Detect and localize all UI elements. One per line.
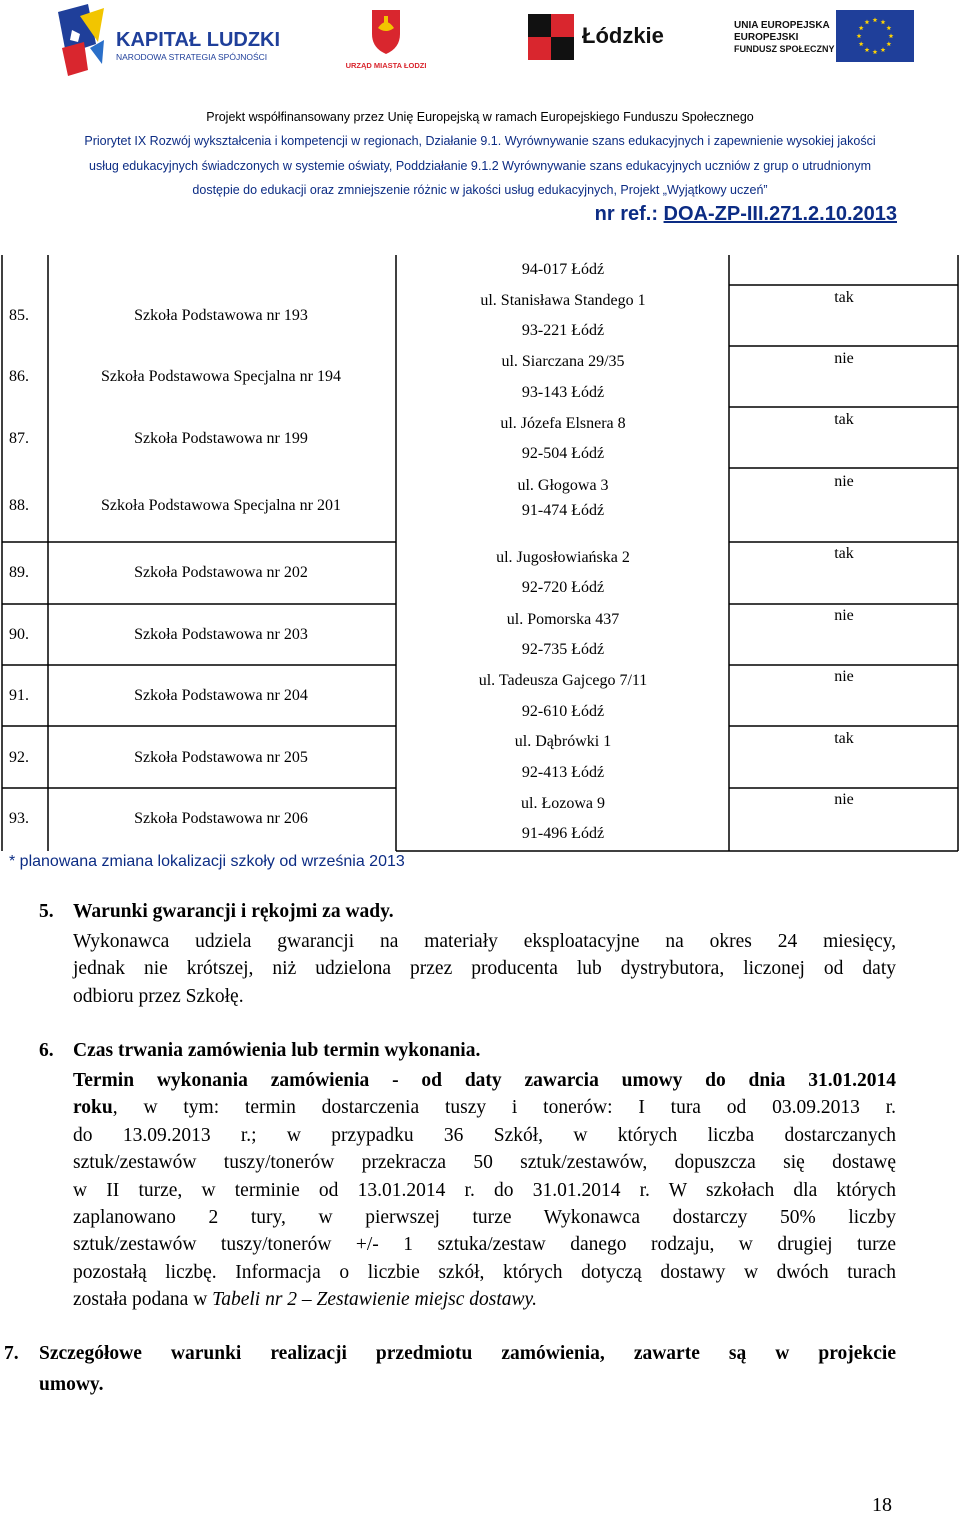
school-name: Szkoła Podstawowa nr 193: [134, 307, 308, 324]
school-name: Szkoła Podstawowa nr 203: [134, 626, 308, 643]
row-number: 85.: [9, 307, 29, 324]
section-5-text: [73, 928, 896, 1010]
section-6-line: zaplanowano 2 tury, w pierwszej turze Wykonawca dostarczy 50% liczby: [73, 1207, 896, 1229]
section-6-table-reference: Tabeli nr 2 – Zestawienie miejsc dostawy.: [212, 1289, 537, 1311]
section-6-bold-word: roku: [73, 1097, 113, 1119]
section-5-line: jednak nie krótszej, niż udzielona przez producenta lub dystrybutora, liczonej od daty: [73, 958, 896, 980]
status-value: nie: [834, 473, 854, 490]
row-number: 93.: [9, 810, 29, 827]
school-city: 92-413 Łódź: [521, 764, 605, 781]
section-6-number: 6.: [39, 1040, 54, 1061]
lodzkie-name: Łódzkie: [582, 23, 664, 48]
eu-line1: UNIA EUROPEJSKA: [734, 20, 830, 31]
school-name: Szkoła Podstawowa nr 204: [134, 687, 308, 704]
section-7-line: Szczegółowe warunki realizacji przedmiotu zamówienia, zawarte są w projekcie: [39, 1343, 896, 1364]
school-name: Szkoła Podstawowa nr 199: [134, 430, 308, 447]
school-street: ul. Siarczana 29/35: [501, 353, 625, 370]
section-6-line: pozostałą liczbę. Informacja o liczbie szkół, których dotyczą dostawy w dwóch turach: [73, 1261, 896, 1283]
row-number: 87.: [9, 430, 29, 447]
school-street: ul. Tadeusza Gajcego 7/11: [478, 672, 648, 689]
row-number: 89.: [9, 564, 29, 581]
school-name: Szkoła Podstawowa Specjalna nr 201: [101, 497, 341, 514]
school-street: ul. Józefa Elsnera 8: [500, 415, 626, 432]
school-street: ul. Stanisława Standego 1: [480, 292, 646, 309]
school-city: 93-221 Łódź: [521, 322, 605, 339]
kapital-ludzki-title: KAPITAŁ LUDZKI: [116, 29, 281, 51]
section-7-line: umowy.: [39, 1374, 104, 1395]
school-city: 93-143 Łódź: [521, 384, 605, 401]
school-name: Szkoła Podstawowa nr 206: [134, 810, 308, 827]
section-5-title: Warunki gwarancji i rękojmi za wady.: [73, 901, 394, 922]
school-name: Szkoła Podstawowa Specjalna nr 194: [101, 368, 341, 385]
school-name: Szkoła Podstawowa nr 205: [134, 749, 308, 766]
school-street: ul. Pomorska 437: [506, 611, 620, 628]
status-value: tak: [834, 730, 854, 747]
row-number: 92.: [9, 749, 29, 766]
top-city: 94-017 Łódź: [521, 261, 605, 278]
kapital-ludzki-subtitle: NARODOWA STRATEGIA SPÓJNOŚCI: [116, 52, 268, 62]
section-6-line: [73, 1094, 896, 1121]
school-city: 92-720 Łódź: [521, 579, 605, 596]
school-street: ul. Jugosłowiańska 2: [496, 549, 630, 566]
reference-code: DOA-ZP-III.271.2.10.2013: [663, 203, 897, 225]
status-value: nie: [834, 607, 854, 624]
row-number: 91.: [9, 687, 29, 704]
row-number: 86.: [9, 368, 29, 385]
status-value: tak: [834, 411, 854, 428]
row-number: 90.: [9, 626, 29, 643]
section-5-number: 5.: [39, 901, 54, 922]
section-7-number: 7.: [4, 1343, 19, 1364]
section-6-line: Termin wykonania zamówienia - od daty zawarcia umowy do dnia 31.01.2014: [73, 1070, 896, 1091]
section-6-line: sztuk/zestawów tuszy/tonerów +/- 1 sztuka/zestaw danego rodzaju, w drugiej turze: [73, 1234, 896, 1256]
eu-line3: FUNDUSZ SPOŁECZNY: [734, 44, 835, 54]
school-city: 91-496 Łódź: [521, 825, 605, 842]
section-5-line: Wykonawca udziela gwarancji na materiały eksploatacyjne na okres 24 miesięcy,: [73, 931, 896, 952]
section-6-line-rest: , w tym: termin dostarczenia tuszy i tonerów: I tura od 03.09.2013 r.: [112, 1097, 896, 1119]
section-6-line: w II turze, w terminie od 13.01.2014 r. do 31.01.2014 r. W szkołach dla których: [73, 1179, 896, 1201]
school-city: 92-610 Łódź: [521, 703, 605, 720]
school-street: ul. Dąbrówki 1: [514, 733, 612, 750]
row-number: 88.: [9, 497, 29, 514]
header-line-2: Priorytet IX Rozwój wykształcenia i kompetencji w regionach, Działanie 9.1. Wyrównywanie szans edukacyjnych i zapewnienie wysokiej jakości: [84, 134, 876, 148]
footnote-star: *: [9, 853, 16, 870]
header-line-4: dostępie do edukacji oraz zmniejszenie różnic w jakości usług edukacyjnych, Projekt „Wyjątkowy uczeń”: [192, 183, 768, 197]
section-6-line: sztuk/zestawów tuszy/tonerów przekracza 50 sztuk/zestawów, dopuszcza się dostawę: [73, 1152, 896, 1174]
school-street: ul. Łozowa 9: [521, 795, 605, 812]
eu-line2: EUROPEJSKI: [734, 32, 799, 43]
header-line-1: Projekt współfinansowany przez Unię Europejską w ramach Europejskiego Funduszu Społecznego: [206, 110, 754, 124]
section-6-line-start: została podana w: [73, 1289, 213, 1311]
school-street: ul. Głogowa 3: [517, 477, 609, 494]
school-city: 91-474 Łódź: [521, 502, 605, 519]
page-number: 18: [872, 1494, 892, 1516]
status-value: tak: [834, 289, 854, 306]
status-value: nie: [834, 668, 854, 685]
header-line-3: usług edukacyjnych świadczonych w systemie oświaty, Poddziałanie 9.1.2 Wyrównywanie szans edukacyjnych uczniów z grup o utrudnionym: [89, 159, 871, 173]
section-6-text: [73, 1067, 896, 1314]
table-footnote: [9, 853, 405, 871]
status-value: nie: [834, 350, 854, 367]
section-6-line: [73, 1286, 896, 1313]
footnote-text: planowana zmiana lokalizacji szkoły od września 2013: [15, 853, 405, 870]
section-5-line: odbioru przez Szkołę.: [73, 985, 244, 1007]
section-6-line: do 13.09.2013 r.; w przypadku 36 Szkół, w których liczba dostarczanych: [73, 1124, 896, 1146]
urzad-miasta-caption: URZĄD MIASTA ŁODZI: [345, 61, 427, 70]
section-6-title: Czas trwania zamówienia lub termin wykonania.: [73, 1040, 481, 1061]
status-value: nie: [834, 791, 854, 808]
status-value: tak: [834, 545, 854, 562]
reference-label: nr ref.:: [594, 203, 664, 225]
school-name: Szkoła Podstawowa nr 202: [134, 564, 308, 581]
school-city: 92-504 Łódź: [521, 445, 605, 462]
school-city: 92-735 Łódź: [521, 641, 605, 658]
